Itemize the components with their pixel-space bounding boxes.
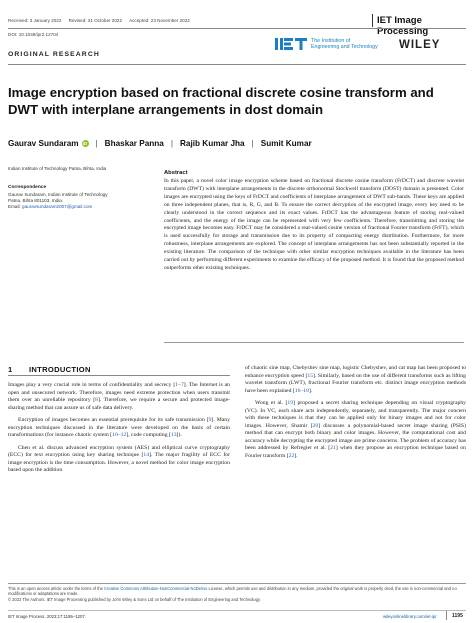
- author-2[interactable]: Bhaskar Panna: [104, 139, 164, 148]
- journal-website-link[interactable]: wileyonlinelibrary.com/iet-ipr: [383, 614, 437, 619]
- copyright-line: © 2022 The Authors. IET Image Processing published by John Wiley & Sons Ltd on behalf of The Institution of Engineering and Technology.: [8, 596, 261, 602]
- paragraph-text: ] discusses a polynomial-based secret image sharing (PSIS) method that can encrypt both binary and color images. However, the computational cost and accuracy while decrypting the encrypted image are prime concerns. The problem of accuracy has been addressed by Refregier et al. [: [245, 422, 466, 452]
- paragraph-text: ]. The major fragility of ECC for image encryption is the time consumption. However, a novel method for color image encryption based upon the addition: [8, 452, 230, 474]
- paragraph-text: Chen et al. discuss advanced encryption system (AES) and elliptical curve cryptography (ECC) for text encryption using key sharing technique [: [8, 444, 230, 459]
- license-line-1: [8, 586, 466, 597]
- footer-rule: [8, 583, 466, 584]
- correspondence-line-1: Gaurav Sundaram, Indian Institute of Technology: [8, 192, 108, 197]
- paragraph-text: ]).: [176, 432, 182, 439]
- author-1[interactable]: Gaurav Sundaram: [8, 139, 79, 148]
- header-divider-tick: [372, 14, 373, 27]
- iet-line-1: The Institution of: [311, 38, 351, 44]
- citation-link[interactable]: 9: [208, 417, 212, 424]
- revised-date: Revised: 31 October 2022: [68, 18, 123, 23]
- received-date: Received: 3 January 2022: [8, 18, 62, 23]
- citation-link[interactable]: 10–12: [112, 432, 127, 439]
- section-number: 1: [8, 365, 13, 374]
- paragraph-text: of chaotic sine map, Chebyshev sine map, logistic Chebyshev, and cat map has been proposed to enhance encryption speed [: [245, 365, 466, 379]
- paragraph: [245, 400, 466, 460]
- paragraph-text: ] when they propose an encryption technique based on Fourier transform [: [245, 445, 466, 460]
- section-heading-rule: [8, 375, 230, 376]
- article-title: Image encryption based on fractional discrete cosine transform and DWT with interplane arrangements in dost domain: [8, 85, 434, 117]
- iet-line-2: Engineering and Technology: [311, 44, 378, 51]
- paragraph-text: ]. Many encryption techniques discussed in the literature were developed on the basis of certain transformations (for instance chaotic system [: [8, 417, 230, 439]
- paragraph-text: ]. Similarly, based on the use of different transforms such as lifting wavelet transform (LWT), fractional Fourier transform etc. distinct image encryption methods have been explained [: [245, 372, 466, 394]
- paragraph-text: ]. Therefore, we require a secure and protected image-sharing method that can assure us of safe data delivery.: [8, 397, 231, 411]
- license-text: This is an open access article under the terms of the: [8, 586, 105, 591]
- doi[interactable]: DOI: 10.1049/ipr2.12704: [8, 32, 59, 37]
- paragraph-text: Images play a very crucial role in terms of confidentiality and secrecy [: [8, 382, 176, 388]
- paragraph-text: Wong et al. [: [255, 400, 288, 407]
- paragraph: [245, 365, 466, 395]
- correspondence-email-row: [8, 204, 148, 210]
- license-text: License, which permits use and distribution in any medium, provided the original work is properly cited, the use is non-commercial and no modifications or adaptations are made.: [8, 586, 457, 597]
- correspondence-heading: Correspondence: [8, 185, 47, 190]
- journal-name: IET Image Processing: [377, 15, 429, 37]
- citation-link[interactable]: 22: [288, 453, 295, 460]
- author-separator: |: [251, 139, 254, 148]
- abstract-rule: [164, 342, 464, 343]
- paragraph-text: ].: [308, 387, 313, 394]
- section-heading-introduction: [8, 365, 91, 374]
- email-label: Email:: [8, 204, 21, 209]
- wiley-logo: WILEY: [399, 39, 441, 51]
- citation-link[interactable]: 16–18: [294, 387, 309, 394]
- paragraph-text: Encryption of images becomes an essential prerequisite for its safe transmission [: [18, 417, 209, 424]
- footer-bottom-rule: [8, 610, 466, 611]
- header-rule: [8, 28, 466, 29]
- iet-logo-icon: [275, 35, 309, 53]
- citation-link[interactable]: 19: [287, 400, 294, 407]
- paragraph: [8, 382, 230, 412]
- correspondence-line-2: Patna, Bihta 801103, India.: [8, 198, 64, 203]
- license-notice: [8, 586, 466, 602]
- intro-right-column: [245, 365, 466, 466]
- paragraph-text: ], code computing [: [126, 432, 171, 439]
- abstract-text: In this paper, a novel color image encryption scheme based on fractional discrete cosine transform (FrDCT) and discrete wavelet transform (DWT) with interplane arrangements in the discrete orthonormal Stockwell transform (DOST) domain is presented. Color images are encrypted using the keys of FrDCT and coefficients of interplane arrangement of DWT sub-bands. These keys are applied on three independent planes, that is, R, G, and B. To ensure the correct decryption of the encrypted image, every key need to be clearly understood in the correct sequence and its exact values. FrDCT has the advantageous feature of storing real-valued coefficients, and the energy of the image can be represented with very few coefficients. Therefore, transmitting and storing the encrypted image becomes easy. FrDCT may be considered a real-valued cosine version of fractional Fourier transform (FrFT), which is used successfully for storage and transmission due to its property of compacting energy distribution. Furthermore, for more robustness, interplane arrangements are explored. The concept of interplane arrangements has not been substantially reported in the existing literature. The comparison of the technique with other similar encryption techniques available in the literature has been carried out by performing different experiments to examine the efficacy of the proposed method. It is found that the proposed method outperforms other existing techniques.: [164, 178, 464, 271]
- paragraph-text: ].: [294, 453, 298, 460]
- author-list: [8, 139, 312, 148]
- section-label: ORIGINAL RESEARCH: [8, 51, 100, 58]
- paragraph: [8, 445, 230, 475]
- citation-link[interactable]: 13: [170, 432, 177, 439]
- article-dates: [8, 18, 196, 23]
- section-rule: [8, 64, 466, 65]
- paragraph-text: ]. The Internet is an open and unsecured network. Therefore, images need extreme protection when users transmit them over an unreliable repository [: [8, 382, 231, 404]
- abstract-heading: Abstract: [164, 170, 188, 176]
- author-separator: |: [95, 139, 98, 148]
- paragraph: [8, 417, 230, 440]
- citation-link[interactable]: 15: [307, 372, 314, 379]
- iet-wordmark: [311, 38, 378, 50]
- citation-link[interactable]: 21: [330, 445, 336, 452]
- email-link[interactable]: gauravsundaram2007@gmail.com: [22, 204, 93, 209]
- page-number-divider: [446, 611, 447, 620]
- citation-link[interactable]: 20: [312, 422, 319, 429]
- author-separator: |: [170, 139, 173, 148]
- journal-reference: IET Image Process. 2023;17:1195–1207.: [8, 614, 86, 619]
- citation-link[interactable]: 8: [95, 397, 98, 404]
- author-4[interactable]: Sumit Kumar: [260, 139, 312, 148]
- section-title: INTRODUCTION: [28, 365, 91, 374]
- affiliation: Indian Institute of Technology Patna, Bihta, India: [8, 166, 107, 171]
- correspondence-details: [8, 192, 148, 210]
- paragraph-text: ] proposed a secret sharing technique depending on visual cryptography (VC). In VC, each share acts independently, separately, and transparently. The major concern with these techniques is that they can be applied only for binary images and not for color images. However, Shamir [: [245, 400, 467, 429]
- license-link[interactable]: Creative Commons Attribution-NonCommercial-NoDerivs: [104, 586, 208, 591]
- accepted-date: Accepted: 23 November 2022: [129, 18, 190, 23]
- orcid-icon[interactable]: iD: [82, 141, 88, 146]
- citation-link[interactable]: 14: [143, 452, 150, 459]
- author-3[interactable]: Rajib Kumar Jha: [179, 139, 245, 148]
- page-number: 1195: [452, 613, 463, 619]
- intro-left-column: [8, 382, 230, 480]
- citation-link[interactable]: 1–7: [175, 382, 184, 388]
